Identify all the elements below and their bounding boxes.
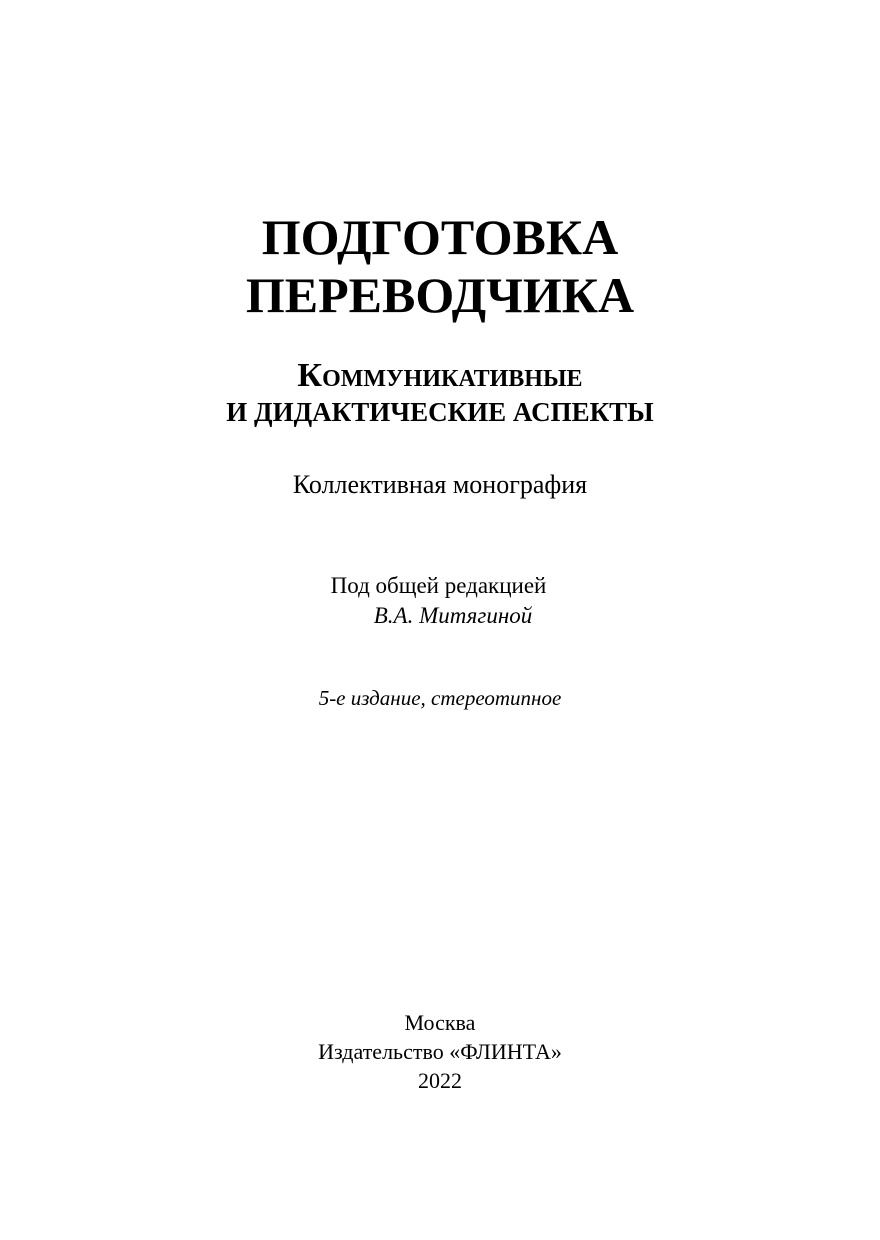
imprint-publisher: Издательство «ФЛИНТА» [318,1039,562,1064]
editor-name: В.А. Митягиной [373,603,533,628]
editor-credit [0,571,880,631]
imprint [0,1008,880,1095]
book-subtitle-line-2: И ДИДАКТИЧЕСКИЕ АСПЕКТЫ [226,397,654,427]
genre-label: Коллективная монография [292,470,588,499]
book-subtitle-line-1: Коммуникативные [297,357,583,394]
imprint-city: Москва [404,1010,476,1035]
book-title-line-1: ПОДГОТОВКА [261,209,619,265]
book-subtitle [0,358,880,430]
book-title-line-2: ПЕРЕВОДЧИКА [245,267,635,323]
imprint-year: 2022 [418,1068,462,1093]
book-title [0,208,880,324]
editor-label: Под общей редакцией [330,573,547,598]
edition-note: 5-е издание, стереотипное [318,686,562,710]
